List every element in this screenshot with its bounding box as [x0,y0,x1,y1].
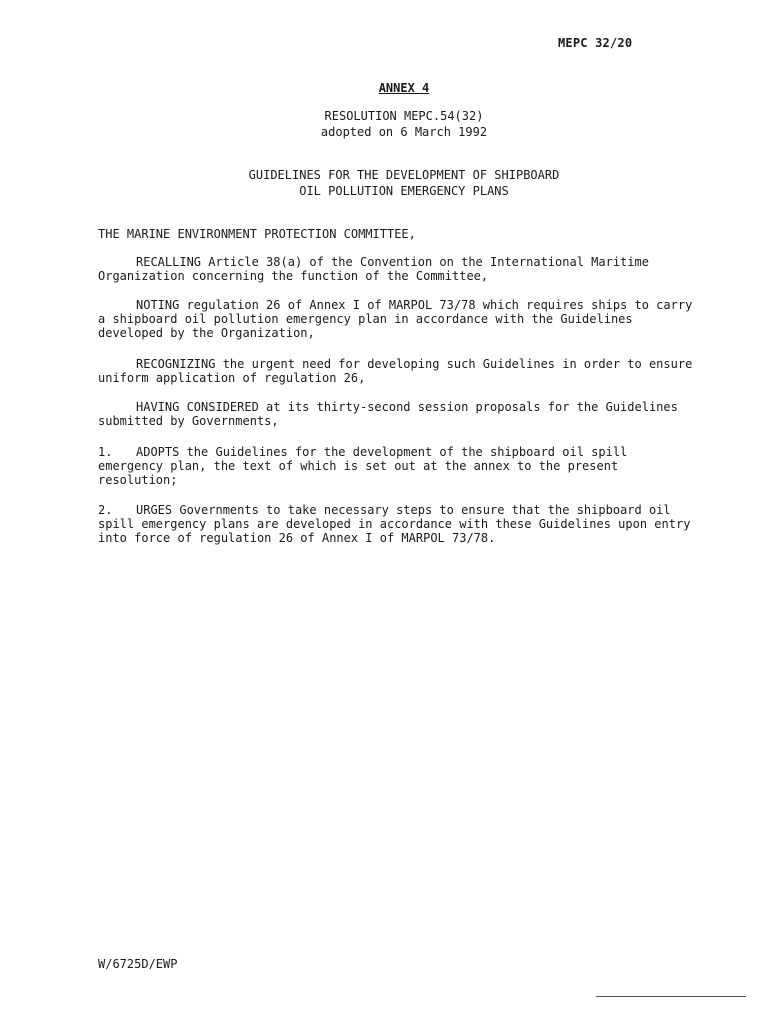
item-number: 1. [98,445,113,459]
guidelines-title-line2: OIL POLLUTION EMERGENCY PLANS [299,184,509,198]
document-reference: MEPC 32/20 [558,36,633,50]
resolution-number: RESOLUTION MEPC.54(32) [324,109,484,123]
preamble-recognizing [98,357,696,385]
item-text: URGES Governments to take necessary steps to ensure that the shipboard oil spill emergency plans are developed in accordance with these Guidelines upon entry into force of regulation 26 of Annex I of MARPOL 73/78. [98,503,691,545]
operative-item-2 [98,503,696,545]
annex-heading: ANNEX 4 [378,81,430,95]
item-text: ADOPTS the Guidelines for the development of the shipboard oil spill emergency plan, the text of which is set out at the annex to the present resolution; [98,445,628,487]
operative-item-1 [98,445,696,487]
footer-rule [596,996,746,997]
guidelines-title [20,167,768,199]
resolution-heading [20,108,768,140]
preamble-recalling [98,255,696,283]
footer-document-code: W/6725D/EWP [98,957,178,971]
guidelines-title-line1: GUIDELINES FOR THE DEVELOPMENT OF SHIPBOARD [248,168,560,182]
item-number: 2. [98,503,113,517]
preamble-noting [98,298,696,340]
noting-text: NOTING regulation 26 of Annex I of MARPOL 73/78 which requires ships to carry a shipboard oil pollution emergency plan in accordance with the Guidelines developed by the Organization, [98,298,693,340]
recognizing-text: RECOGNIZING the urgent need for developing such Guidelines in order to ensure uniform application of regulation 26, [98,357,693,385]
having-considered-text: HAVING CONSIDERED at its thirty-second session proposals for the Guidelines submitted by Governments, [98,400,678,428]
preamble-having-considered [98,400,696,428]
recalling-text: RECALLING Article 38(a) of the Convention on the International Maritime Organization concerning the function of the Committee, [98,255,649,283]
adoption-date: adopted on 6 March 1992 [320,125,488,139]
committee-line: THE MARINE ENVIRONMENT PROTECTION COMMITTEE, [98,227,416,241]
